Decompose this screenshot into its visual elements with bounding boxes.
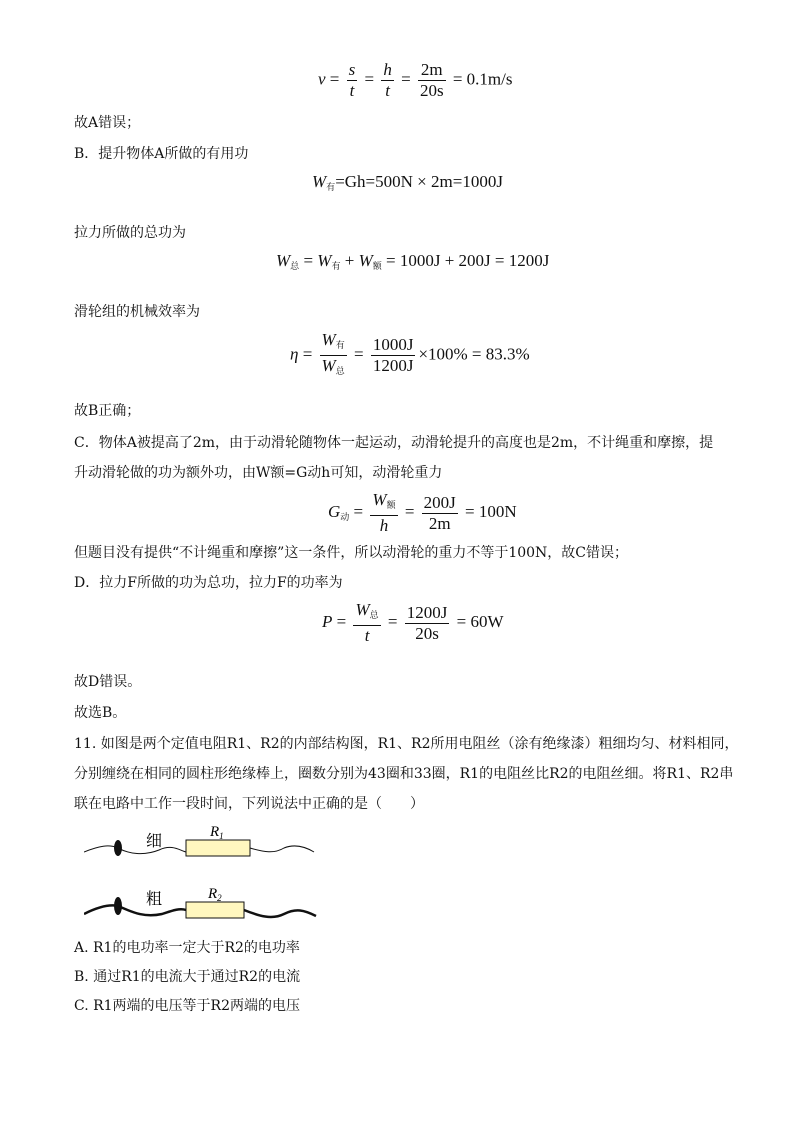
power-equation: P = $\frac{W_总}{t}$ = $\frac{1200J}{20s}$ = 60W [322, 600, 504, 645]
r1-wire-right [250, 846, 314, 852]
option-b-intro: B．提升物体A所做的有用功 [74, 146, 249, 162]
total-work-label: 拉力所做的总功为 [74, 225, 186, 241]
option-c-line1: C．物体A被提高了2m，由于动滑轮随物体一起运动，动滑轮提升的高度也是2m，不计绳重和摩擦，提 [74, 435, 714, 451]
conclusion-d: 故D错误。 [74, 674, 142, 690]
question-11-line2: 分别缠绕在相同的圆柱形绝缘棒上，圈数分别为43圈和33圈，R1的电阻丝比R2的电阻丝细。将R1、R2串 [74, 766, 734, 782]
r2-wire-left [84, 905, 186, 915]
r1-wire-left [84, 846, 186, 854]
r2-insulator-bead [114, 897, 122, 915]
option-c[interactable]: C. R1两端的电压等于R2两端的电压 [74, 998, 301, 1014]
option-b[interactable]: B. 通过R1的电流大于通过R2的电流 [74, 969, 301, 985]
r2-wire-right [244, 910, 316, 917]
r2-thick-label: 粗 [146, 889, 163, 908]
r1-symbol: $R_1$ [210, 824, 224, 841]
question-11-line3: 联在电路中工作一段时间，下列说法中正确的是（ ） [74, 796, 424, 812]
useful-work-equation: $W_有=Gh=500N \times 2m=1000J$ [312, 172, 503, 192]
pulley-weight-equation: $G_动$ = $\frac{W_额}{h}$ = $\frac{200J}{2m}$ = 100N [328, 490, 517, 535]
option-c-line2: 升动滑轮做的功为额外功，由W额=G动h可知，动滑轮重力 [74, 465, 443, 481]
total-work-equation: $W_总 = W_有 + W_额 = 1000J + 200J = 1200J$ [276, 251, 550, 271]
velocity-equation: v = $\frac{s}{t}$ = $\frac{h}{t}$ = $\frac{2m}{20s}$ = 0.1m/s [318, 60, 513, 100]
efficiency-equation: η = $\frac{W_有}{W_总}$ = $\frac{1000J}{1200J}$ ×100% = 83.3% [290, 330, 530, 376]
conclusion-a: 故A错误； [74, 115, 141, 131]
option-c-line3: 但题目没有提供“不计绳重和摩擦”这一条件，所以动滑轮的重力不等于100N，故C错误； [74, 545, 628, 561]
resistor-figure [84, 818, 324, 928]
final-choice: 故选B。 [74, 705, 127, 721]
r1-insulator-bead [114, 840, 122, 856]
r2-resistor-body [186, 902, 244, 918]
efficiency-label: 滑轮组的机械效率为 [74, 304, 200, 320]
r1-resistor-body [186, 840, 250, 856]
conclusion-b: 故B正确； [74, 403, 141, 419]
option-d-line1: D．拉力F所做的功为总功，拉力F的功率为 [74, 575, 343, 591]
question-11-line1: 11. 如图是两个定值电阻R1、R2的内部结构图，R1、R2所用电阻丝（涂有绝缘漆）粗细均匀、材料相同， [74, 736, 739, 752]
r1-thin-label: 细 [146, 831, 163, 850]
r2-symbol: $R_2$ [208, 886, 222, 903]
option-a[interactable]: A. R1的电功率一定大于R2的电功率 [74, 940, 300, 956]
